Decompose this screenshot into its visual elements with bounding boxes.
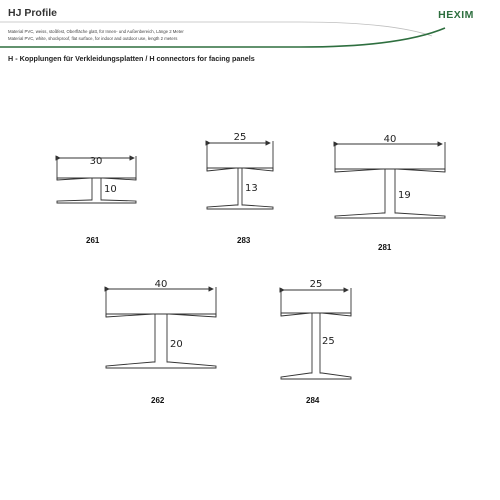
subtitle: H - Kopplungen für Verkleidungsplatten / H connectors for facing panels	[8, 54, 255, 63]
profile-284-code: 284	[306, 396, 320, 405]
profile-284-height: 25	[322, 336, 335, 347]
profile-283-code: 283	[237, 236, 251, 245]
profile-261-width: 30	[89, 156, 103, 167]
profile-284-drawing	[281, 288, 351, 379]
profile-262-height: 20	[170, 339, 183, 350]
profile-281-width: 40	[383, 134, 397, 145]
profile-262-code: 262	[151, 396, 165, 405]
profile-284-width: 25	[309, 279, 323, 290]
profile-261-code: 261	[86, 236, 100, 245]
profile-281-drawing	[335, 142, 445, 218]
logo-text: HEXIM	[438, 9, 474, 21]
profile-283-drawing	[207, 141, 273, 209]
profile-261-height: 10	[104, 184, 117, 195]
profile-283-width: 25	[233, 132, 247, 143]
profile-262-drawing	[106, 287, 216, 368]
profile-281-height: 19	[398, 190, 411, 201]
profile-262-width: 40	[154, 279, 168, 290]
material-de: Material PVC, weiss, stoßfest, Oberfläche glatt, für Innen- und Außenbereich, Länge 2 Meter	[8, 29, 184, 34]
profile-283-height: 13	[245, 183, 258, 194]
material-en: Material PVC, white, shockproof, flat surface, for indoor and outdoor use, length 2 meters	[8, 36, 178, 41]
profile-281-code: 281	[378, 243, 392, 252]
page-title: HJ Profile	[8, 7, 58, 19]
